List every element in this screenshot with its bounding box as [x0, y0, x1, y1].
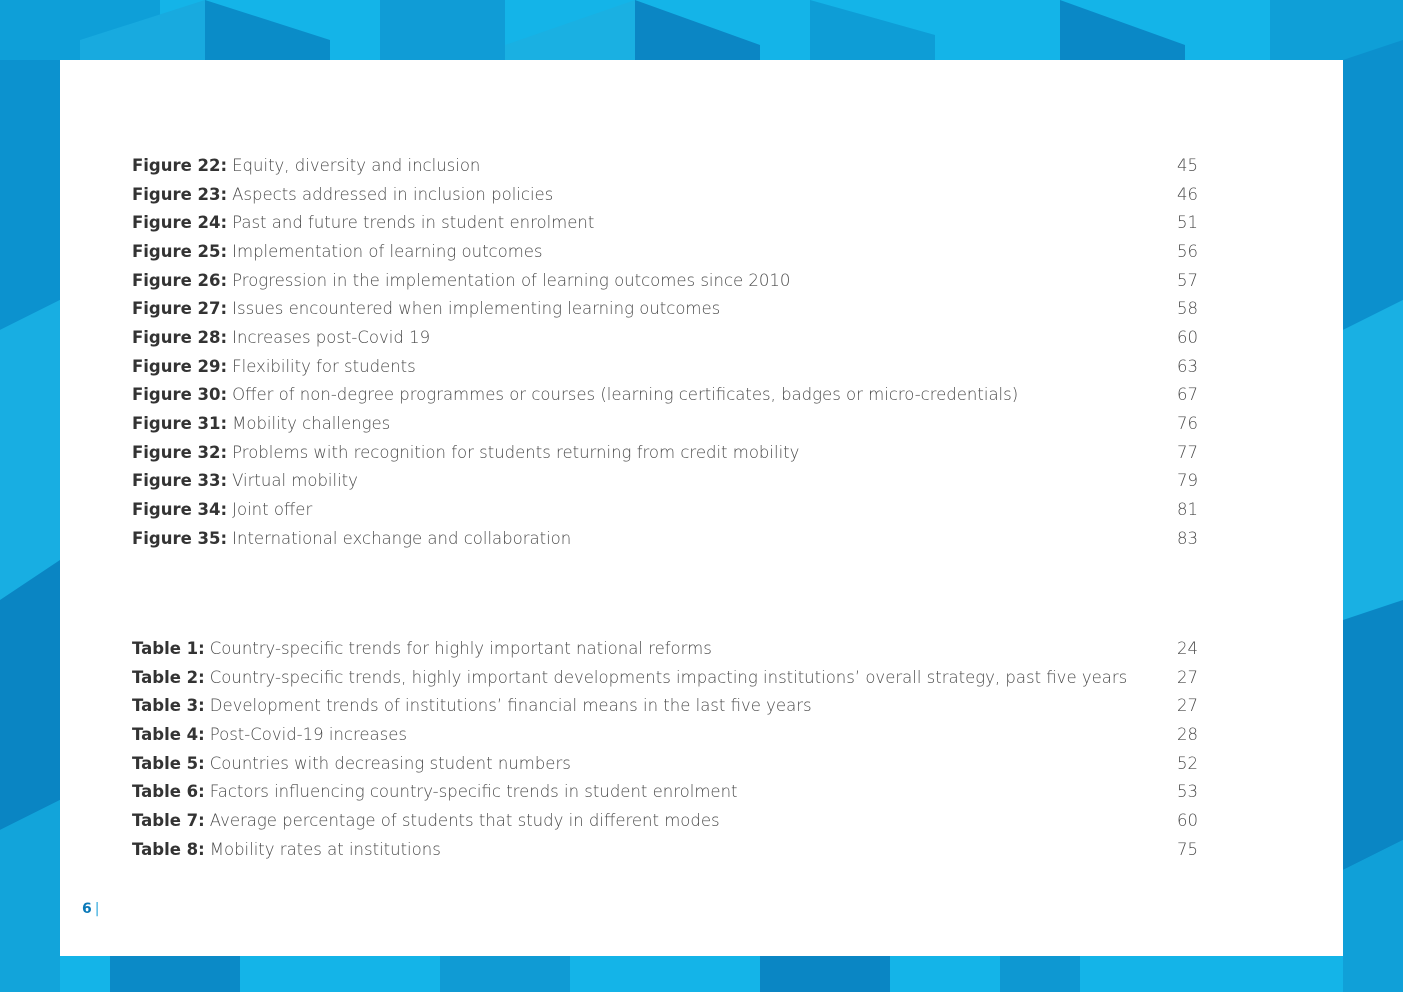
figure-entry[interactable]: [132, 524, 1198, 553]
entry-page: 46: [1177, 184, 1198, 204]
table-entry[interactable]: [132, 749, 1198, 778]
entry-title: Mobility challenges: [232, 414, 391, 434]
entry-title: Implementation of learning outcomes: [232, 241, 543, 261]
entry-page: 63: [1177, 356, 1198, 376]
figure-entry[interactable]: [132, 438, 1198, 467]
entry-title: Increases post-Covid 19: [232, 327, 431, 347]
content-page: [60, 60, 1343, 956]
entry-title: Development trends of institutions’ financial means in the last five years: [209, 696, 812, 716]
entry-title: Mobility rates at institutions: [209, 839, 441, 859]
entry-page: 60: [1177, 810, 1198, 830]
entry-label: Figure 24:: [132, 213, 228, 233]
entry-page: 81: [1177, 500, 1198, 520]
figure-entry[interactable]: [132, 409, 1198, 438]
entry-page: 79: [1177, 471, 1198, 491]
figure-entry[interactable]: [132, 467, 1198, 496]
entry-label: Table 2:: [132, 667, 205, 687]
entry-label: Table 3:: [132, 696, 205, 716]
entry-page: 45: [1177, 155, 1198, 175]
entry-label: Figure 30:: [132, 385, 228, 405]
entry-label: Figure 23:: [132, 184, 228, 204]
list-of-figures: [132, 151, 1198, 553]
entry-label: Figure 33:: [132, 471, 228, 491]
entry-page: 76: [1177, 414, 1198, 434]
entry-page: 58: [1177, 299, 1198, 319]
entry-label: Figure 32:: [132, 442, 228, 462]
entry-page: 52: [1177, 753, 1198, 773]
list-of-tables: [132, 634, 1198, 864]
figure-entry[interactable]: [132, 294, 1198, 323]
figure-entry[interactable]: [132, 208, 1198, 237]
entry-page: 27: [1177, 696, 1198, 716]
page-number: [82, 901, 99, 917]
entry-title: Post-Covid-19 increases: [209, 724, 408, 744]
figure-entry[interactable]: [132, 266, 1198, 295]
entry-label: Figure 35:: [132, 528, 228, 548]
entry-label: Figure 22:: [132, 155, 228, 175]
entry-label: Table 8:: [132, 839, 205, 859]
entry-page: 51: [1177, 213, 1198, 233]
entry-page: 27: [1177, 667, 1198, 687]
entry-label: Figure 34:: [132, 500, 228, 520]
entry-title: International exchange and collaboration: [232, 528, 572, 548]
figure-entry[interactable]: [132, 381, 1198, 410]
entry-page: 67: [1177, 385, 1198, 405]
table-entry[interactable]: [132, 691, 1198, 720]
table-entry[interactable]: [132, 720, 1198, 749]
entry-title: Flexibility for students: [232, 356, 416, 376]
entry-label: Table 5:: [132, 753, 205, 773]
entry-title: Joint offer: [232, 500, 313, 520]
entry-title: Average percentage of students that study in different modes: [209, 810, 720, 830]
entry-label: Table 1:: [132, 638, 205, 658]
entry-title: Offer of non-degree programmes or courses (learning certificates, badges or micro-credentials): [232, 385, 1019, 405]
page-number-separator: |: [94, 901, 100, 917]
entry-page: 53: [1177, 782, 1198, 802]
entry-page: 57: [1177, 270, 1198, 290]
figure-entry[interactable]: [132, 495, 1198, 524]
entry-title: Past and future trends in student enrolment: [232, 213, 595, 233]
entry-page: 83: [1177, 528, 1198, 548]
entry-label: Figure 25:: [132, 241, 228, 261]
entry-title: Progression in the implementation of learning outcomes since 2010: [232, 270, 791, 290]
table-entry[interactable]: [132, 663, 1198, 692]
entry-title: Problems with recognition for students returning from credit mobility: [232, 442, 800, 462]
entry-label: Figure 31:: [132, 414, 228, 434]
figure-entry[interactable]: [132, 352, 1198, 381]
entry-title: Issues encountered when implementing learning outcomes: [232, 299, 721, 319]
table-entry[interactable]: [132, 777, 1198, 806]
table-entry[interactable]: [132, 835, 1198, 864]
entry-label: Figure 27:: [132, 299, 228, 319]
figure-entry[interactable]: [132, 237, 1198, 266]
entry-label: Figure 29:: [132, 356, 228, 376]
entry-title: Country-specific trends, highly important developments impacting institutions’ overall strategy, past five years: [209, 667, 1128, 687]
entry-title: Factors influencing country-specific trends in student enrolment: [209, 782, 738, 802]
entry-page: 75: [1177, 839, 1198, 859]
entry-page: 24: [1177, 638, 1198, 658]
entry-label: Table 7:: [132, 810, 205, 830]
entry-label: Figure 28:: [132, 327, 228, 347]
entry-page: 77: [1177, 442, 1198, 462]
page-number-value: 6: [82, 901, 92, 917]
entry-title: Equity, diversity and inclusion: [232, 155, 481, 175]
figure-entry[interactable]: [132, 323, 1198, 352]
figure-entry[interactable]: [132, 180, 1198, 209]
entry-title: Virtual mobility: [232, 471, 358, 491]
entry-title: Countries with decreasing student numbers: [209, 753, 571, 773]
entry-title: Country-specific trends for highly important national reforms: [209, 638, 712, 658]
entry-page: 60: [1177, 327, 1198, 347]
entry-page: 56: [1177, 241, 1198, 261]
figure-entry[interactable]: [132, 151, 1198, 180]
entry-label: Table 4:: [132, 724, 205, 744]
entry-label: Figure 26:: [132, 270, 228, 290]
table-entry[interactable]: [132, 806, 1198, 835]
entry-page: 28: [1177, 724, 1198, 744]
table-entry[interactable]: [132, 634, 1198, 663]
entry-label: Table 6:: [132, 782, 205, 802]
entry-title: Aspects addressed in inclusion policies: [232, 184, 554, 204]
